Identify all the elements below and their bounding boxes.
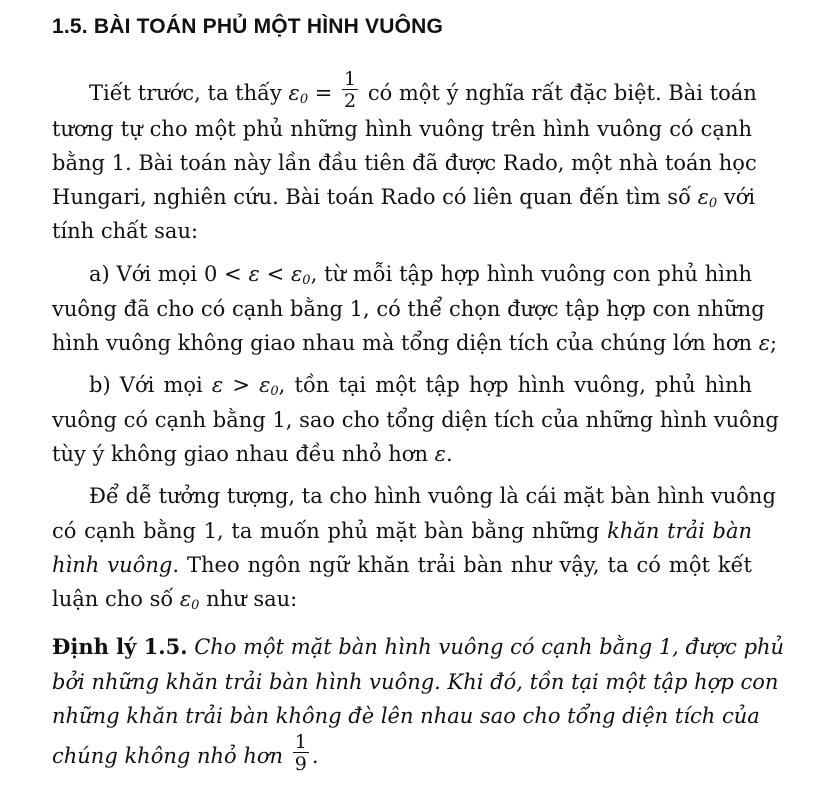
epsilon-symbol: $\varepsilon_0$ bbox=[697, 185, 718, 211]
epsilon-symbol: $\varepsilon_0$ bbox=[288, 81, 309, 107]
paragraph-2-line-4: luận cho số $\varepsilon_0$ như sau: bbox=[52, 587, 298, 613]
paragraph-1-line-3: bằng 1. Bài toán này lần đầu tiên đã được Rado, một nhà toán học bbox=[52, 151, 757, 175]
theorem-label: Định lý 1.5. bbox=[52, 634, 188, 659]
epsilon-zero-symbol: $\varepsilon_0$ bbox=[291, 262, 311, 288]
fraction-one-ninth: $\frac{1}{9}$ bbox=[294, 731, 307, 775]
paragraph-1-line-4: Hungari, nghiên cứu. Bài toán Rado có liên quan đến tìm số $\varepsilon_0$ với bbox=[52, 185, 756, 211]
epsilon-symbol: ε bbox=[758, 331, 771, 355]
paragraph-2-line-3: hình vuông. Theo ngôn ngữ khăn trải bàn như vậy, ta có một kết bbox=[52, 553, 752, 577]
paragraph-2-line-2: có cạnh bằng 1, ta muốn phủ mặt bàn bằng những khăn trải bàn bbox=[52, 519, 752, 543]
epsilon-symbol: ε bbox=[434, 442, 446, 466]
epsilon-symbol: ε bbox=[248, 262, 260, 286]
theorem-line-1: Định lý 1.5. Cho một mặt bàn hình vuông có cạnh bằng 1, được phủ bbox=[52, 634, 785, 659]
paragraph-2-line-1: Để dễ tưởng tượng, ta cho hình vuông là cái mặt bàn hình vuông bbox=[89, 484, 776, 508]
item-a-line-3: hình vuông không giao nhau mà tổng diện tích của chúng lớn hơn ε; bbox=[52, 331, 778, 355]
theorem-line-2: bởi những khăn trải bàn hình vuông. Khi đó, tồn tại một tập hợp con bbox=[52, 670, 779, 694]
paragraph-1-line-5: tính chất sau: bbox=[52, 219, 199, 243]
item-a-line-2: vuông đã cho có cạnh bằng 1, có thể chọn được tập hợp con những bbox=[52, 297, 765, 321]
theorem-line-3: những khăn trải bàn không đè lên nhau sao cho tổng diện tích của bbox=[52, 704, 760, 728]
epsilon-symbol: ε bbox=[211, 373, 224, 397]
epsilon-zero-symbol: $\varepsilon_0$ bbox=[259, 373, 279, 399]
paragraph-1-line-2: tương tự cho một phủ những hình vuông trên hình vuông có cạnh bbox=[52, 117, 752, 141]
item-b-line-3: tùy ý không giao nhau đều nhỏ hơn ε. bbox=[52, 442, 453, 466]
section-title: 1.5. BÀI TOÁN PHỦ MỘT HÌNH VUÔNG bbox=[52, 15, 444, 38]
item-a-line-1: a) Với mọi $0 < \varepsilon < \varepsilon_0$, từ mỗi tập hợp hình vuông con phủ hình bbox=[89, 262, 752, 288]
paragraph-1-line-1: Tiết trước, ta thấy $\varepsilon_0$ = $\frac{1}{2}$ có một ý nghĩa rất đặc biệt. Bài toán bbox=[89, 68, 757, 112]
fraction-one-half: $\frac{1}{2}$ bbox=[344, 68, 357, 112]
theorem-line-4: chúng không nhỏ hơn $\frac{1}{9}$ . bbox=[52, 731, 319, 775]
epsilon-zero-symbol: $\varepsilon_0$ bbox=[179, 587, 200, 613]
item-b-line-1: b) Với mọi $\varepsilon > \varepsilon_0$, tồn tại một tập hợp hình vuông, phủ hình bbox=[89, 373, 752, 399]
item-b-line-2: vuông có cạnh bằng 1, sao cho tổng diện tích của những hình vuông bbox=[52, 408, 779, 432]
